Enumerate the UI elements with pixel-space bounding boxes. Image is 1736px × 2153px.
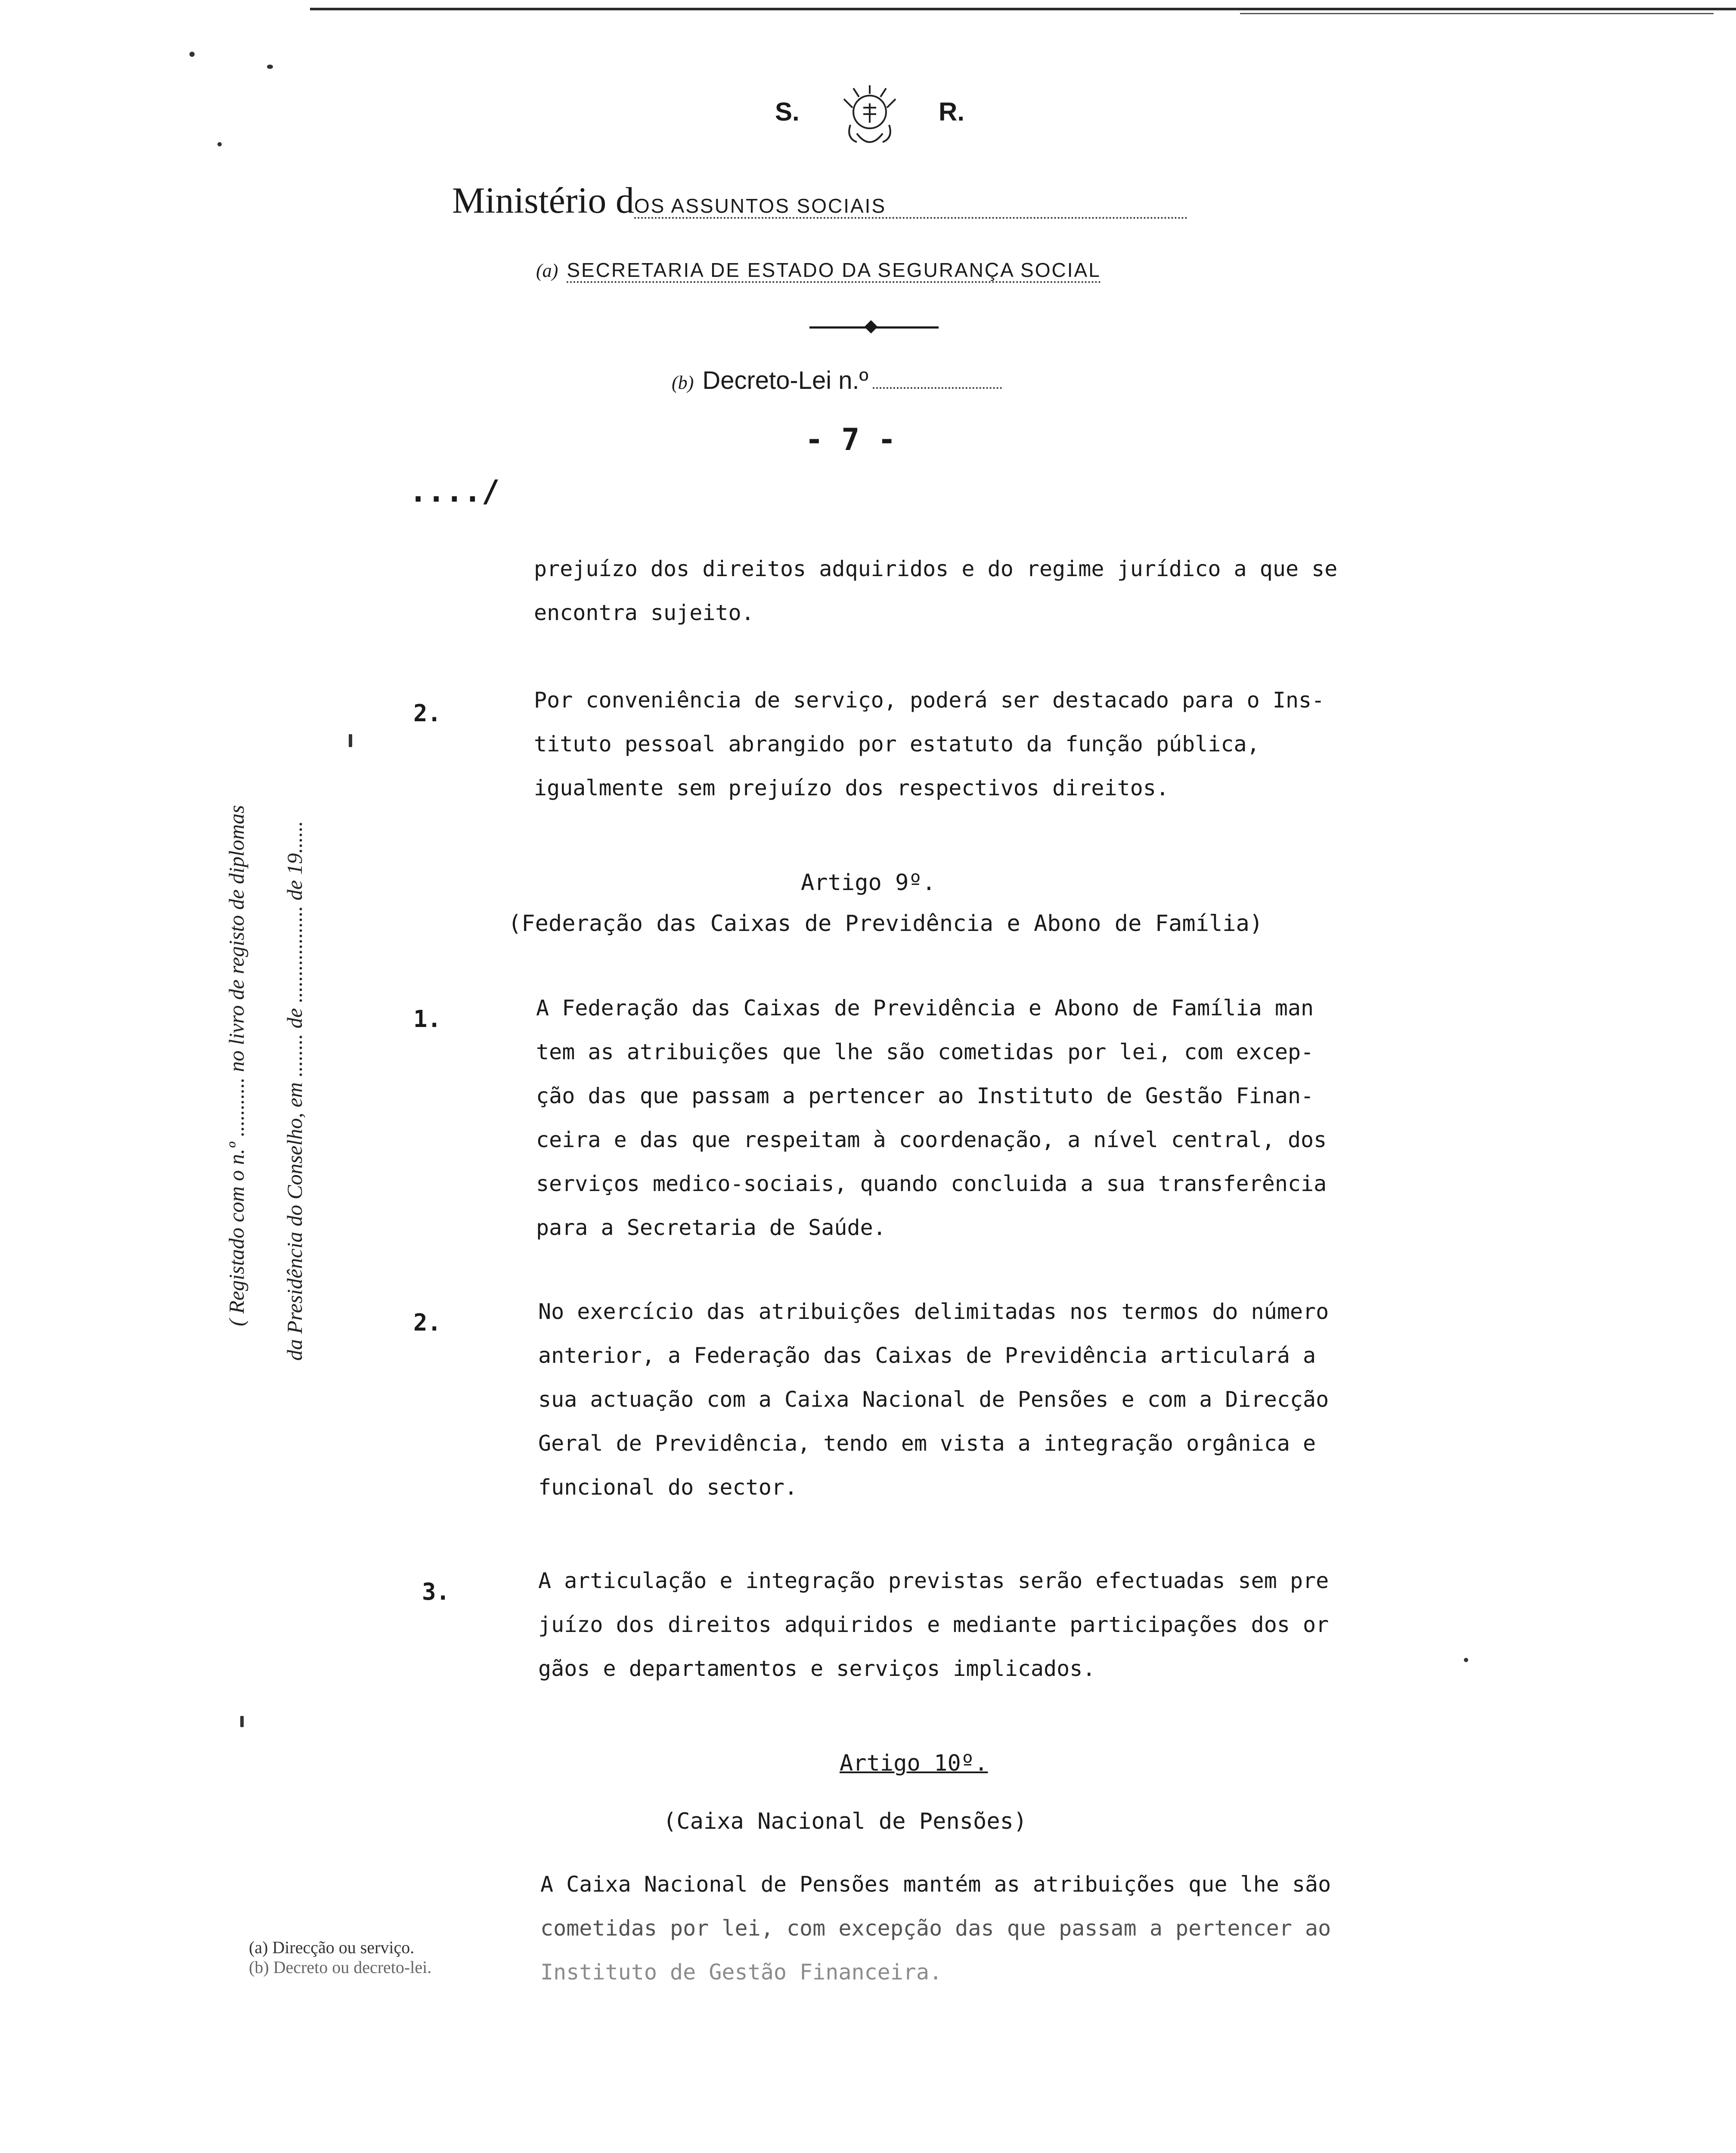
footnotes — [249, 1938, 431, 1977]
ministry-prefix: Ministério d — [452, 180, 634, 221]
decreto-label: Decreto-Lei n.º — [702, 366, 868, 394]
secretaria-name: SECRETARIA DE ESTADO DA SEGURANÇA SOCIAL — [567, 259, 1100, 283]
speck — [217, 142, 222, 146]
text-line: prejuízo dos direitos adquiridos e do regime jurídico a que se — [534, 556, 1338, 581]
paragraph-number: 1. — [413, 1005, 442, 1033]
speck — [349, 734, 352, 747]
article-10-subtitle: (Caixa Nacional de Pensões) — [663, 1809, 1027, 1834]
top-rule-secondary — [1240, 13, 1714, 14]
text-line: anterior, a Federação das Caixas de Previdência articulará a — [538, 1343, 1316, 1368]
speck — [189, 52, 195, 57]
decreto-number-blank — [873, 387, 1002, 389]
article-10-paragraph — [540, 1862, 1331, 1994]
text-line: gãos e departamentos e serviços implicados. — [538, 1656, 1096, 1681]
text-line: ção das que passam a pertencer ao Instituto de Gestão Finan- — [536, 1083, 1314, 1108]
label-b: (b) — [672, 372, 694, 393]
text-line: serviços medico-sociais, quando concluida a sua transferência — [536, 1171, 1327, 1196]
ministry-name: OS ASSUNTOS SOCIAIS — [634, 195, 1187, 219]
text-line: para a Secretaria de Saúde. — [536, 1215, 886, 1240]
divider-ornament — [864, 320, 877, 333]
text-line: No exercício das atribuições delimitadas nos termos do número — [538, 1299, 1329, 1324]
text-line: Instituto de Gestão Financeira. — [540, 1960, 942, 1985]
coat-of-arms-emblem — [827, 82, 913, 155]
article-10-title: Artigo 10º. — [840, 1750, 988, 1776]
footnote-a: (a) Direcção ou serviço. — [249, 1938, 415, 1957]
paragraph-continuation — [534, 547, 1337, 635]
speck — [240, 1716, 244, 1727]
continuation-mark: ..../ — [409, 474, 500, 509]
margin-note-presidencia: da Presidência do Conselho, em ........ de .................. de 19...... — [282, 821, 307, 1361]
decreto-line — [672, 366, 1002, 395]
page-number: - 7 - — [805, 422, 896, 457]
text-line: cometidas por lei, com excepção das que passam a pertencer ao — [540, 1916, 1331, 1941]
text-line: juízo dos direitos adquiridos e mediante participações dos or — [538, 1612, 1329, 1637]
text-line: Geral de Previdência, tendo em vista a integração orgânica e — [538, 1431, 1316, 1456]
top-rule — [310, 8, 1736, 10]
text-line: tem as atribuições que lhe são cometidas por lei, com excep- — [536, 1039, 1314, 1064]
secretaria-line — [536, 258, 1101, 282]
text-line: A articulação e integração previstas serão efectuadas sem pre — [538, 1568, 1329, 1593]
paragraph-number: 2. — [413, 1309, 442, 1336]
article-9-paragraph-1 — [536, 986, 1327, 1250]
paragraph-number: 2. — [413, 700, 442, 727]
margin-note-registo: ( Registado com o n.º ........... no livro de registo de diplomas — [224, 805, 248, 1326]
header-s: S. — [775, 97, 800, 126]
text-line: ceira e das que respeitam à coordenação, a nível central, dos — [536, 1127, 1327, 1152]
text-line: Por conveniência de serviço, poderá ser destacado para o Ins- — [534, 688, 1325, 713]
text-line: funcional do sector. — [538, 1475, 798, 1500]
article-9-paragraph-3 — [538, 1559, 1329, 1691]
text-line: tituto pessoal abrangido por estatuto da função pública, — [534, 732, 1260, 757]
text-line: A Federação das Caixas de Previdência e Abono de Família man — [536, 996, 1314, 1021]
paragraph-2 — [534, 678, 1324, 810]
article-9-subtitle: (Federação das Caixas de Previdência e Abono de Família) — [508, 911, 1263, 937]
text-line: A Caixa Nacional de Pensões mantém as atribuições que lhe são — [540, 1872, 1331, 1897]
label-a: (a) — [536, 260, 558, 281]
text-line: sua actuação com a Caixa Nacional de Pensões e com a Direcção — [538, 1387, 1329, 1412]
article-9-title: Artigo 9º. — [801, 870, 936, 896]
text-line: igualmente sem prejuízo dos respectivos direitos. — [534, 776, 1169, 800]
text-line: encontra sujeito. — [534, 600, 754, 625]
article-9-paragraph-2 — [538, 1290, 1329, 1509]
speck — [267, 65, 273, 69]
footnote-b: (b) Decreto ou decreto-lei. — [249, 1958, 432, 1977]
paragraph-number: 3. — [422, 1578, 450, 1605]
ministry-line — [452, 179, 1187, 222]
header-r: R. — [939, 97, 964, 126]
speck — [1464, 1658, 1468, 1662]
